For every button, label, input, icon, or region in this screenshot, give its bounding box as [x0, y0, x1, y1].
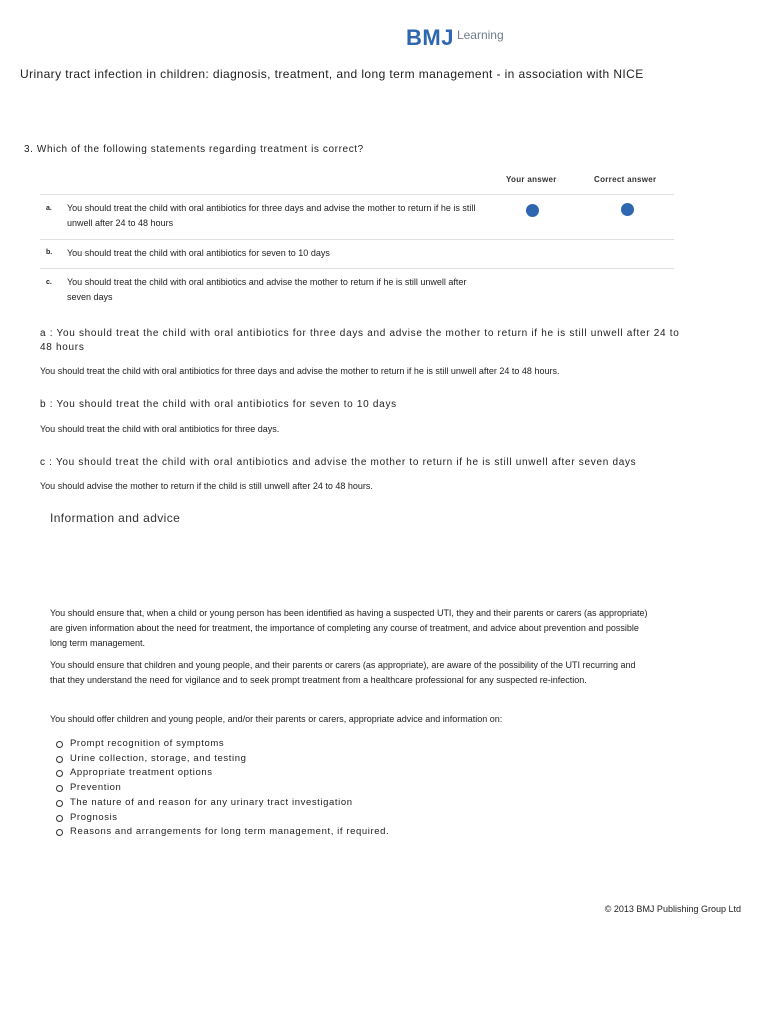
bullet-icon — [56, 785, 63, 792]
info-paragraph-1: You should ensure that, when a child or young person has been identified as having a suspected UTI, they and their parents or carers (as appropriate) are given information about the need for treatment, the importance of completing any course of treatment, and advice about prevention and possible long term management. — [50, 608, 648, 648]
feedback-heading-b: b : You should treat the child with oral antibiotics for seven to 10 days — [40, 399, 397, 410]
logo-learning-text: Learning — [456, 28, 504, 42]
list-item: Appropriate treatment options — [52, 766, 389, 781]
feedback-heading-a: a : You should treat the child with oral antibiotics for three days and advise the mother to return if he is still unwell after 24 to 48 hours — [40, 328, 680, 353]
copyright-text: © 2013 BMJ Publishing Group Ltd — [604, 904, 741, 914]
option-text: You should treat the child with oral antibiotics for three days and advise the mother to return if he is still unwell after 24 to 48 hours — [67, 203, 476, 228]
option-text: You should treat the child with oral antibiotics and advise the mother to return if he is still unwell after seven days — [67, 277, 467, 302]
list-item: The nature of and reason for any urinary tract investigation — [52, 796, 389, 811]
bullet-icon — [56, 741, 63, 748]
feedback-body-c: You should advise the mother to return if the child is still unwell after 24 to 48 hours. — [40, 481, 373, 491]
bullet-icon — [56, 815, 63, 822]
bmj-learning-logo — [406, 26, 504, 50]
option-letter: b. — [46, 249, 53, 256]
info-paragraph-3: You should offer children and young people, and/or their parents or carers, appropriate advice and information on: — [50, 714, 503, 724]
question-text: 3. Which of the following statements regarding treatment is correct? — [24, 144, 364, 155]
feedback-body-a: You should treat the child with oral antibiotics for three days and advise the mother to return if he is still unwell after 24 to 48 hours. — [40, 366, 560, 376]
list-item: Prompt recognition of symptoms — [52, 737, 389, 752]
option-letter: a. — [46, 205, 52, 212]
course-title: Urinary tract infection in children: diagnosis, treatment, and long term management - in association with NICE — [20, 67, 644, 81]
bullet-icon — [56, 756, 63, 763]
feedback-body-b: You should treat the child with oral antibiotics for three days. — [40, 424, 280, 434]
answer-option-a — [40, 194, 674, 239]
list-item: Urine collection, storage, and testing — [52, 752, 389, 767]
bullet-icon — [56, 770, 63, 777]
answer-option-c — [40, 268, 674, 313]
logo-bmj-text: BMJ — [406, 25, 454, 50]
your-answer-column-header: Your answer — [506, 175, 557, 184]
feedback-heading-c: c : You should treat the child with oral antibiotics and advise the mother to return if he is still unwell after seven days — [40, 457, 637, 468]
option-letter: c. — [46, 279, 52, 286]
bullet-icon — [56, 829, 63, 836]
bullet-icon — [56, 800, 63, 807]
option-text: You should treat the child with oral antibiotics for seven to 10 days — [67, 248, 330, 258]
info-heading: Information and advice — [50, 511, 181, 525]
answer-option-b — [40, 239, 674, 268]
list-item: Reasons and arrangements for long term management, if required. — [52, 825, 389, 840]
correct-answer-column-header: Correct answer — [594, 175, 657, 184]
your-answer-selected-icon — [526, 204, 539, 217]
correct-answer-marker-icon — [621, 203, 634, 216]
info-paragraph-2: You should ensure that children and young people, and their parents or carers (as appropriate), are aware of the possibility of the UTI recurring and that they understand the need for vigilance and to seek prompt treatment from a healthcare professional for any suspected re-infection. — [50, 660, 636, 685]
answer-options — [40, 194, 674, 313]
list-item: Prognosis — [52, 811, 389, 826]
list-item: Prevention — [52, 781, 389, 796]
advice-list — [52, 737, 389, 840]
